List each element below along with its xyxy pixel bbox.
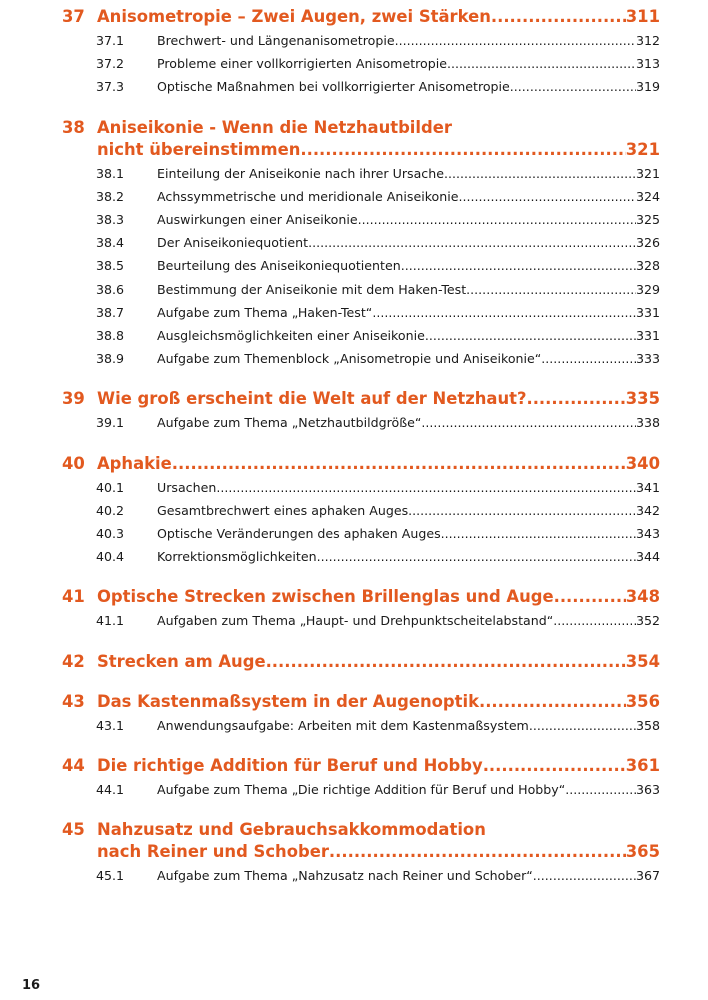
section-page-number: 338 xyxy=(635,415,660,431)
section-entry[interactable] xyxy=(62,75,660,98)
section-entry[interactable] xyxy=(62,29,660,52)
chapter-page-number: 361 xyxy=(625,755,660,775)
section-title: Brechwert- und Längenanisometropie xyxy=(157,33,395,48)
section-number: 38.6 xyxy=(96,281,125,297)
section-title: Korrektionsmöglichkeiten xyxy=(157,549,317,565)
chapter-number: 40 xyxy=(62,453,85,473)
section-title: Der Aniseikoniequotient xyxy=(157,235,309,251)
dot-leader xyxy=(466,278,636,301)
dot-leader xyxy=(401,254,636,277)
section-number: 37.1 xyxy=(96,33,125,48)
section-entry[interactable] xyxy=(62,864,660,887)
section-page-number: 325 xyxy=(635,212,660,228)
dot-leader xyxy=(216,476,636,499)
section-page-number: 324 xyxy=(635,188,660,204)
chapter-title: Wie groß erscheint die Welt auf der Netzhaut? xyxy=(97,389,527,409)
section-entry[interactable] xyxy=(62,231,660,254)
section-number: 38.4 xyxy=(96,235,125,251)
section-number: 38.2 xyxy=(96,188,125,204)
chapter-heading[interactable] xyxy=(62,819,660,863)
chapter-page-number: 365 xyxy=(625,842,660,862)
page-number: 16 xyxy=(22,978,41,993)
chapter-entry xyxy=(62,117,660,371)
chapter-entry xyxy=(62,691,660,737)
section-entry[interactable] xyxy=(62,52,660,75)
dot-leader xyxy=(526,388,625,410)
section-title: Aufgabe zum Thema „Netzhautbildgröße“ xyxy=(157,415,422,431)
chapter-entry xyxy=(62,388,660,434)
chapter-entry xyxy=(62,755,660,801)
chapter-page-number: 311 xyxy=(625,7,660,26)
section-entry[interactable] xyxy=(62,545,660,568)
section-title: Aufgabe zum Thema „Die richtige Addition für Beruf und Hobby“ xyxy=(157,781,566,797)
dot-leader xyxy=(308,231,636,254)
section-number: 38.5 xyxy=(96,258,125,274)
section-number: 40.3 xyxy=(96,526,125,542)
section-title: Gesamtbrechwert eines aphaken Auges xyxy=(157,502,409,518)
section-title: Aufgabe zum Thema „Haken-Test“ xyxy=(157,304,373,320)
section-number: 43.1 xyxy=(96,717,125,733)
dot-leader xyxy=(529,714,636,737)
chapter-heading[interactable] xyxy=(62,586,660,608)
dot-leader xyxy=(408,499,636,522)
section-page-number: 331 xyxy=(635,328,660,344)
section-page-number: 326 xyxy=(635,235,660,251)
chapter-heading[interactable] xyxy=(62,6,660,28)
chapter-page-number: 335 xyxy=(625,389,660,409)
chapter-heading[interactable] xyxy=(62,755,660,777)
section-title: Aufgabe zum Thema „Nahzusatz nach Reiner und Schober“ xyxy=(157,868,533,884)
section-page-number: 367 xyxy=(635,868,660,884)
chapter-entry xyxy=(62,6,660,99)
chapter-heading[interactable] xyxy=(62,651,660,673)
chapter-title: Aniseikonie - Wenn die Netzhautbilder xyxy=(97,117,452,137)
section-number: 38.8 xyxy=(96,328,125,344)
chapter-number: 39 xyxy=(62,389,85,409)
section-number: 38.1 xyxy=(96,165,125,181)
dot-leader xyxy=(510,75,636,98)
dot-leader xyxy=(395,29,636,52)
section-number: 41.1 xyxy=(96,613,125,629)
section-number: 37.3 xyxy=(96,79,125,95)
chapter-title: Optische Strecken zwischen Brillenglas und Auge xyxy=(97,587,554,607)
chapter-number: 43 xyxy=(62,691,85,711)
section-page-number: 313 xyxy=(635,56,660,72)
dot-leader xyxy=(421,411,636,434)
chapter-entry xyxy=(62,819,660,887)
section-number: 38.7 xyxy=(96,304,125,320)
chapter-number: 42 xyxy=(62,651,85,671)
section-title: Achssymmetrische und meridionale Aniseikonie xyxy=(157,188,459,204)
section-number: 40.2 xyxy=(96,502,125,518)
section-title: Ausgleichsmöglichkeiten einer Aniseikonie xyxy=(157,328,425,344)
section-page-number: 331 xyxy=(635,304,660,320)
chapter-entry xyxy=(62,586,660,632)
section-page-number: 328 xyxy=(635,258,660,274)
section-number: 44.1 xyxy=(96,781,125,797)
section-entry[interactable] xyxy=(62,609,660,632)
section-number: 38.3 xyxy=(96,212,125,228)
section-title: Aufgaben zum Thema „Haupt- und Drehpunktscheitelabstand“ xyxy=(157,613,554,629)
chapter-page-number: 348 xyxy=(625,587,660,607)
table-of-contents xyxy=(62,6,660,905)
chapter-page-number: 354 xyxy=(625,651,660,671)
section-title: Beurteilung des Aniseikoniequotienten xyxy=(157,258,401,274)
section-entry[interactable] xyxy=(62,411,660,434)
chapter-title: Aphakie xyxy=(97,453,172,473)
section-title: Optische Veränderungen des aphaken Auges xyxy=(157,526,441,542)
chapter-entry xyxy=(62,453,660,569)
section-page-number: 319 xyxy=(635,79,660,95)
section-entry[interactable] xyxy=(62,324,660,347)
chapter-number: 45 xyxy=(62,820,85,840)
section-title: Aufgabe zum Themenblock „Anisometropie und Aniseikonie“ xyxy=(157,351,542,367)
chapter-page-number: 356 xyxy=(625,691,660,711)
section-title: Ursachen xyxy=(157,479,217,495)
dot-leader xyxy=(491,6,626,28)
dot-leader xyxy=(172,453,626,475)
section-title: Einteilung der Aniseikonie nach ihrer Ursache xyxy=(157,165,444,181)
dot-leader xyxy=(358,208,636,231)
dot-leader xyxy=(372,301,636,324)
chapter-heading[interactable] xyxy=(62,691,660,713)
section-page-number: 358 xyxy=(635,717,660,733)
dot-leader xyxy=(444,162,636,185)
section-title: Optische Maßnahmen bei vollkorrigierter Anisometropie xyxy=(157,79,510,95)
chapter-entry xyxy=(62,651,660,673)
section-page-number: 343 xyxy=(635,526,660,542)
section-page-number: 363 xyxy=(635,781,660,797)
section-page-number: 342 xyxy=(635,502,660,518)
section-entry[interactable] xyxy=(62,499,660,522)
dot-leader xyxy=(329,841,626,863)
section-page-number: 312 xyxy=(635,33,660,48)
section-entry[interactable] xyxy=(62,301,660,324)
section-entry[interactable] xyxy=(62,162,660,185)
section-page-number: 321 xyxy=(635,165,660,181)
chapter-title: Die richtige Addition für Beruf und Hobby xyxy=(97,755,483,775)
chapter-number: 44 xyxy=(62,755,85,775)
chapter-number: 37 xyxy=(62,7,85,26)
section-number: 37.2 xyxy=(96,56,125,72)
section-entry[interactable] xyxy=(62,208,660,231)
section-entry[interactable] xyxy=(62,522,660,545)
dot-leader xyxy=(541,347,636,370)
dot-leader xyxy=(447,52,636,75)
section-title: Auswirkungen einer Aniseikonie xyxy=(157,212,358,228)
dot-leader xyxy=(266,651,626,673)
section-page-number: 329 xyxy=(635,281,660,297)
chapter-title: nach Reiner und Schober xyxy=(97,842,329,862)
dot-leader xyxy=(553,609,636,632)
section-number: 40.1 xyxy=(96,479,125,495)
section-number: 40.4 xyxy=(96,549,125,565)
dot-leader xyxy=(425,324,636,347)
chapter-heading[interactable] xyxy=(62,117,660,161)
chapter-heading[interactable] xyxy=(62,388,660,410)
chapter-title: Strecken am Auge xyxy=(97,651,266,671)
section-entry[interactable] xyxy=(62,476,660,499)
chapter-title: nicht übereinstimmen xyxy=(97,139,301,159)
dot-leader xyxy=(300,139,625,161)
dot-leader xyxy=(441,522,636,545)
section-entry[interactable] xyxy=(62,254,660,277)
section-page-number: 333 xyxy=(635,351,660,367)
chapter-number: 38 xyxy=(62,117,85,137)
section-entry[interactable] xyxy=(62,714,660,737)
dot-leader xyxy=(317,545,636,568)
section-page-number: 352 xyxy=(635,613,660,629)
section-entry[interactable] xyxy=(62,185,660,208)
dot-leader xyxy=(479,691,626,713)
dot-leader xyxy=(458,185,635,208)
section-entry[interactable] xyxy=(62,778,660,801)
chapter-number: 41 xyxy=(62,587,85,607)
chapter-page-number: 340 xyxy=(625,453,660,473)
section-page-number: 344 xyxy=(635,549,660,565)
section-title: Probleme einer vollkorrigierten Anisometropie xyxy=(157,56,447,72)
dot-leader xyxy=(533,864,636,887)
section-title: Bestimmung der Aniseikonie mit dem Haken-Test xyxy=(157,281,467,297)
section-page-number: 341 xyxy=(635,479,660,495)
dot-leader xyxy=(565,778,636,801)
chapter-page-number: 321 xyxy=(625,139,660,159)
section-number: 38.9 xyxy=(96,351,125,367)
chapter-title: Nahzusatz und Gebrauchsakkommodation xyxy=(97,820,486,840)
section-number: 45.1 xyxy=(96,868,125,884)
chapter-heading[interactable] xyxy=(62,453,660,475)
dot-leader xyxy=(483,755,626,777)
section-number: 39.1 xyxy=(96,415,125,431)
chapter-title: Das Kastenmaßsystem in der Augenoptik xyxy=(97,691,479,711)
dot-leader xyxy=(554,586,626,608)
chapter-title: Anisometropie – Zwei Augen, zwei Stärken xyxy=(97,7,491,26)
section-title: Anwendungsaufgabe: Arbeiten mit dem Kastenmaßsystem xyxy=(157,717,529,733)
section-entry[interactable] xyxy=(62,347,660,370)
section-entry[interactable] xyxy=(62,278,660,301)
